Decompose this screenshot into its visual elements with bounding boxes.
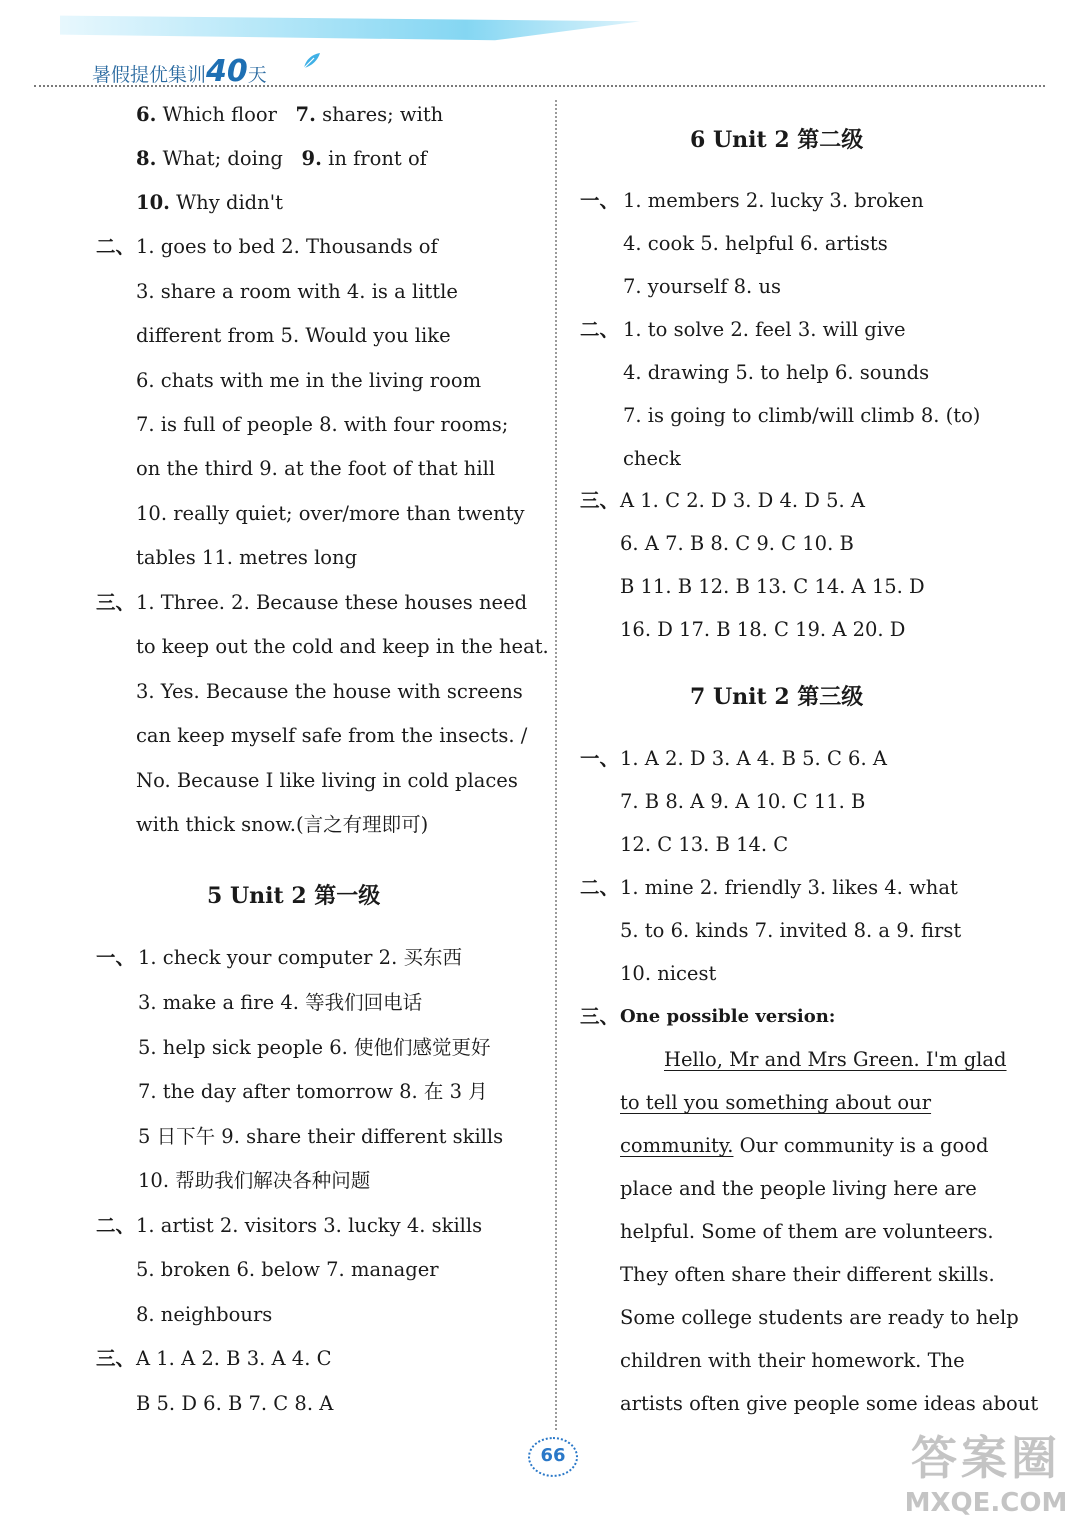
answer-line: B 5. D 6. B 7. C 8. A	[136, 1392, 334, 1415]
essay-line: community. Our community is a good	[620, 1134, 989, 1157]
answer-line: A 1. C 2. D 3. D 4. D 5. A	[620, 489, 865, 512]
watermark-en: MXQE.COM	[904, 1488, 1068, 1518]
answer-line: 10. nicest	[620, 962, 717, 985]
answer-line: 1. members 2. lucky 3. broken	[623, 189, 924, 212]
essay-line: place and the people living here are	[620, 1177, 977, 1200]
header-decoration	[60, 8, 640, 46]
answer-line: 1. to solve 2. feel 3. will give	[623, 318, 906, 341]
answer-line: 8. neighbours	[136, 1303, 273, 1326]
answer-line: 6. chats with me in the living room	[136, 369, 482, 392]
answer-line: 10. Why didn't	[136, 191, 283, 214]
section-marker: 二、	[96, 235, 136, 258]
answer-line: can keep myself safe from the insects. /	[136, 724, 528, 747]
answer-line: 5. help sick people 6. 使他们感觉更好	[138, 1036, 491, 1059]
answer-line: 3. share a room with 4. is a little	[136, 280, 458, 303]
section-marker: 三、	[96, 591, 136, 614]
unit-heading: 5 Unit 2 第一级	[207, 883, 381, 909]
answer-line: 10. really quiet; over/more than twenty	[136, 502, 525, 525]
essay-line: children with their homework. The	[620, 1349, 965, 1372]
section-marker: 三、	[580, 1005, 620, 1028]
answer-line: 5. broken 6. below 7. manager	[136, 1258, 439, 1281]
answer-line: 3. Yes. Because the house with screens	[136, 680, 523, 703]
book-title: 暑假提优集训40天	[92, 54, 267, 89]
answer-line: 5. to 6. kinds 7. invited 8. a 9. first	[620, 919, 962, 942]
watermark-cn: 答案圈	[911, 1431, 1061, 1485]
answer-line: 5 日下午 9. share their different skills	[138, 1125, 504, 1148]
answer-line: 1. check your computer 2. 买东西	[138, 946, 462, 969]
answer-line: different from 5. Would you like	[136, 324, 451, 347]
answer-line: 7. is full of people 8. with four rooms;	[136, 413, 509, 436]
answer-line: No. Because I like living in cold places	[136, 769, 518, 792]
answer-line: 1. goes to bed 2. Thousands of	[136, 235, 438, 258]
section-marker: 二、	[96, 1214, 136, 1237]
answer-line: 8. What; doing 9. in front of	[136, 147, 427, 170]
section-marker: 二、	[580, 318, 620, 341]
answer-line: tables 11. metres long	[136, 546, 358, 569]
answer-line: 10. 帮助我们解决各种问题	[138, 1169, 371, 1192]
answer-line: check	[623, 447, 681, 470]
answer-line: 16. D 17. B 18. C 19. A 20. D	[620, 618, 906, 641]
section-marker: 三、	[580, 489, 620, 512]
leaf-icon	[300, 50, 322, 72]
unit-heading: 7 Unit 2 第三级	[690, 684, 864, 710]
answer-line: 1. artist 2. visitors 3. lucky 4. skills	[136, 1214, 483, 1237]
essay-line: helpful. Some of them are volunteers.	[620, 1220, 994, 1243]
essay-title: One possible version:	[620, 1006, 836, 1027]
section-marker: 一、	[580, 747, 620, 770]
answer-line: 1. A 2. D 3. A 4. B 5. C 6. A	[620, 747, 887, 770]
answer-line: 6. A 7. B 8. C 9. C 10. B	[620, 532, 854, 555]
section-marker: 三、	[96, 1347, 136, 1370]
answer-line: 3. make a fire 4. 等我们回电话	[138, 991, 423, 1014]
section-marker: 一、	[580, 189, 620, 212]
answer-line: 4. cook 5. helpful 6. artists	[623, 232, 888, 255]
answer-line: 7. yourself 8. us	[623, 275, 782, 298]
essay-line: artists often give people some ideas about	[620, 1392, 1039, 1415]
answer-line: B 11. B 12. B 13. C 14. A 15. D	[620, 575, 925, 598]
watermark-logo	[901, 1422, 1071, 1532]
essay-line: They often share their different skills.	[620, 1263, 995, 1286]
answer-line: to keep out the cold and keep in the heat.	[136, 635, 549, 658]
answer-line: 1. mine 2. friendly 3. likes 4. what	[620, 876, 958, 899]
answer-line: 7. B 8. A 9. A 10. C 11. B	[620, 790, 866, 813]
answer-line: A 1. A 2. B 3. A 4. C	[136, 1347, 332, 1370]
section-marker: 一、	[96, 946, 136, 969]
unit-heading: 6 Unit 2 第二级	[690, 127, 864, 153]
answer-line: 6. Which floor 7. shares; with	[136, 103, 444, 126]
essay-line: Some college students are ready to help	[620, 1306, 1019, 1329]
page-number: 66	[528, 1437, 578, 1477]
answer-line: 7. the day after tomorrow 8. 在 3 月	[138, 1080, 488, 1103]
answer-line: 4. drawing 5. to help 6. sounds	[623, 361, 930, 384]
answer-line: 12. C 13. B 14. C	[620, 833, 789, 856]
essay-line: Hello, Mr and Mrs Green. I'm glad	[664, 1048, 1007, 1071]
header-rule	[34, 85, 1045, 87]
answer-line: on the third 9. at the foot of that hill	[136, 457, 496, 480]
column-divider	[555, 100, 557, 1430]
section-marker: 二、	[580, 876, 620, 899]
answer-line: with thick snow.(言之有理即可)	[136, 813, 429, 836]
answer-line: 7. is going to climb/will climb 8. (to)	[623, 404, 981, 427]
answer-line: 1. Three. 2. Because these houses need	[136, 591, 528, 614]
essay-line: to tell you something about our	[620, 1091, 932, 1114]
